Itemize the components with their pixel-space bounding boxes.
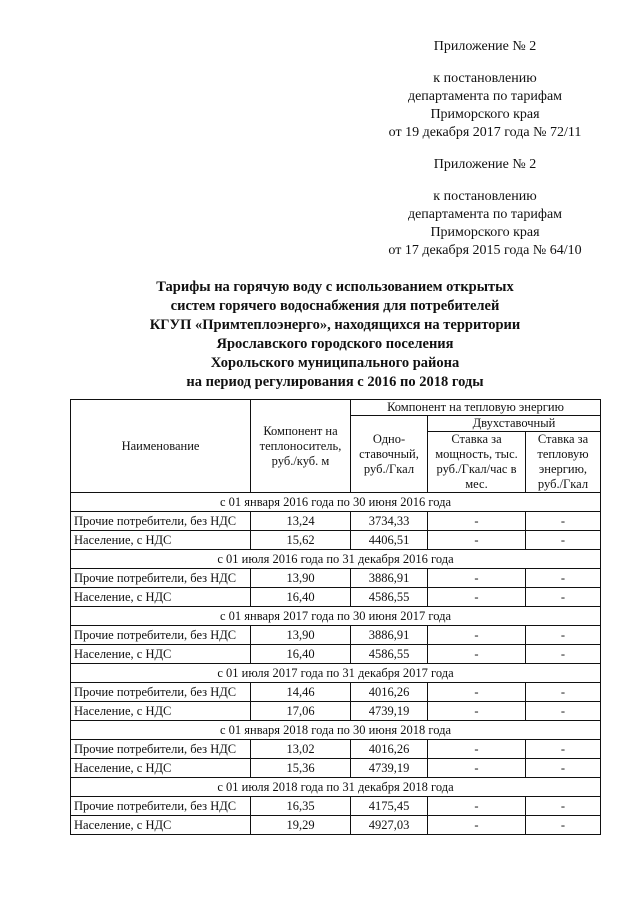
title-line: КГУП «Примтеплоэнерго», находящихся на территории <box>149 317 521 333</box>
consumer-name-cell: Прочие потребители, без НДС <box>71 683 251 702</box>
single-rate-cell: 4739,19 <box>351 702 428 721</box>
carrier-rate-cell: 14,46 <box>251 683 351 702</box>
capacity-rate-cell: - <box>428 797 526 816</box>
single-rate-cell: 4175,45 <box>351 797 428 816</box>
period-label: с 01 января 2016 года по 30 июня 2016 года <box>71 493 601 512</box>
consumer-name-cell: Население, с НДС <box>71 645 251 664</box>
capacity-rate-cell: - <box>428 816 526 835</box>
table-row <box>71 645 601 664</box>
appendix-line: к постановлению <box>433 71 537 86</box>
appendix-line: Приморского края <box>430 225 540 240</box>
carrier-rate-cell: 13,90 <box>251 626 351 645</box>
carrier-rate-cell: 15,62 <box>251 531 351 550</box>
energy-rate-cell: - <box>526 512 601 531</box>
energy-rate-cell: - <box>526 797 601 816</box>
single-rate-cell: 4927,03 <box>351 816 428 835</box>
title-line: Тарифы на горячую воду с использованием открытых <box>156 279 514 295</box>
appendix-block-original <box>360 156 610 260</box>
period-row <box>71 664 601 683</box>
single-rate-cell: 4016,26 <box>351 740 428 759</box>
table-row <box>71 683 601 702</box>
capacity-rate-cell: - <box>428 759 526 778</box>
table-header <box>71 400 601 493</box>
carrier-rate-cell: 17,06 <box>251 702 351 721</box>
capacity-rate-cell: - <box>428 702 526 721</box>
capacity-rate-cell: - <box>428 569 526 588</box>
appendix-line: к постановлению <box>433 189 537 204</box>
appendix-line: от 17 декабря 2015 года № 64/10 <box>388 243 582 258</box>
energy-rate-cell: - <box>526 816 601 835</box>
table-row <box>71 797 601 816</box>
capacity-rate-cell: - <box>428 645 526 664</box>
consumer-name-cell: Прочие потребители, без НДС <box>71 626 251 645</box>
energy-rate-cell: - <box>526 683 601 702</box>
consumer-name-cell: Прочие потребители, без НДС <box>71 797 251 816</box>
period-row <box>71 493 601 512</box>
appendix-line: департамента по тарифам <box>407 89 563 104</box>
period-label: с 01 января 2018 года по 30 июня 2018 года <box>71 721 601 740</box>
energy-rate-cell: - <box>526 702 601 721</box>
period-row <box>71 550 601 569</box>
table-row <box>71 740 601 759</box>
single-rate-cell: 4406,51 <box>351 531 428 550</box>
header-carrier-component: Компонент на теплоноситель, руб./куб. м <box>251 400 351 493</box>
tariff-table <box>70 399 601 835</box>
table-row <box>71 702 601 721</box>
appendix-title: Приложение № 2 <box>433 39 537 54</box>
title-line: Ярославского городского поселения <box>216 336 454 352</box>
header-two-rate: Двухставочный <box>428 416 601 432</box>
consumer-name-cell: Прочие потребители, без НДС <box>71 569 251 588</box>
appendix-block-current <box>360 38 610 142</box>
header-name: Наименование <box>71 400 251 493</box>
energy-rate-cell: - <box>526 740 601 759</box>
consumer-name-cell: Население, с НДС <box>71 702 251 721</box>
carrier-rate-cell: 13,02 <box>251 740 351 759</box>
capacity-rate-cell: - <box>428 588 526 607</box>
single-rate-cell: 4586,55 <box>351 645 428 664</box>
document-title <box>70 278 600 392</box>
single-rate-cell: 3886,91 <box>351 569 428 588</box>
capacity-rate-cell: - <box>428 531 526 550</box>
appendix-line: от 19 декабря 2017 года № 72/11 <box>388 125 582 140</box>
table-row <box>71 531 601 550</box>
single-rate-cell: 4016,26 <box>351 683 428 702</box>
header-energy-rate: Ставка за тепловую энергию, руб./Гкал <box>526 432 601 493</box>
carrier-rate-cell: 13,24 <box>251 512 351 531</box>
consumer-name-cell: Население, с НДС <box>71 531 251 550</box>
period-row <box>71 607 601 626</box>
table-row <box>71 759 601 778</box>
carrier-rate-cell: 15,36 <box>251 759 351 778</box>
consumer-name-cell: Население, с НДС <box>71 588 251 607</box>
header-energy-component: Компонент на тепловую энергию <box>351 400 601 416</box>
carrier-rate-cell: 16,35 <box>251 797 351 816</box>
energy-rate-cell: - <box>526 588 601 607</box>
period-label: с 01 января 2017 года по 30 июня 2017 года <box>71 607 601 626</box>
period-row <box>71 721 601 740</box>
capacity-rate-cell: - <box>428 683 526 702</box>
single-rate-cell: 3886,91 <box>351 626 428 645</box>
title-line: систем горячего водоснабжения для потребителей <box>170 298 500 314</box>
appendix-line: департамента по тарифам <box>407 207 563 222</box>
single-rate-cell: 4739,19 <box>351 759 428 778</box>
title-line: на период регулирования с 2016 по 2018 годы <box>186 374 484 390</box>
table-row <box>71 569 601 588</box>
header-capacity-rate: Ставка за мощность, тыс. руб./Гкал/час в мес. <box>428 432 526 493</box>
consumer-name-cell: Прочие потребители, без НДС <box>71 740 251 759</box>
single-rate-cell: 4586,55 <box>351 588 428 607</box>
table-row <box>71 816 601 835</box>
carrier-rate-cell: 19,29 <box>251 816 351 835</box>
carrier-rate-cell: 13,90 <box>251 569 351 588</box>
energy-rate-cell: - <box>526 569 601 588</box>
period-label: с 01 июля 2017 года по 31 декабря 2017 года <box>71 664 601 683</box>
capacity-rate-cell: - <box>428 740 526 759</box>
table-row <box>71 588 601 607</box>
period-label: с 01 июля 2018 года по 31 декабря 2018 года <box>71 778 601 797</box>
appendix-title: Приложение № 2 <box>433 157 537 172</box>
energy-rate-cell: - <box>526 645 601 664</box>
period-row <box>71 778 601 797</box>
table-row <box>71 512 601 531</box>
energy-rate-cell: - <box>526 626 601 645</box>
table-body <box>71 493 601 835</box>
title-line: Хорольского муниципального района <box>210 355 460 371</box>
capacity-rate-cell: - <box>428 626 526 645</box>
single-rate-cell: 3734,33 <box>351 512 428 531</box>
carrier-rate-cell: 16,40 <box>251 645 351 664</box>
consumer-name-cell: Население, с НДС <box>71 759 251 778</box>
energy-rate-cell: - <box>526 531 601 550</box>
consumer-name-cell: Прочие потребители, без НДС <box>71 512 251 531</box>
carrier-rate-cell: 16,40 <box>251 588 351 607</box>
capacity-rate-cell: - <box>428 512 526 531</box>
period-label: с 01 июля 2016 года по 31 декабря 2016 года <box>71 550 601 569</box>
energy-rate-cell: - <box>526 759 601 778</box>
table-row <box>71 626 601 645</box>
appendix-line: Приморского края <box>430 107 540 122</box>
header-single-rate: Одно-ставочный, руб./Гкал <box>351 416 428 493</box>
consumer-name-cell: Население, с НДС <box>71 816 251 835</box>
